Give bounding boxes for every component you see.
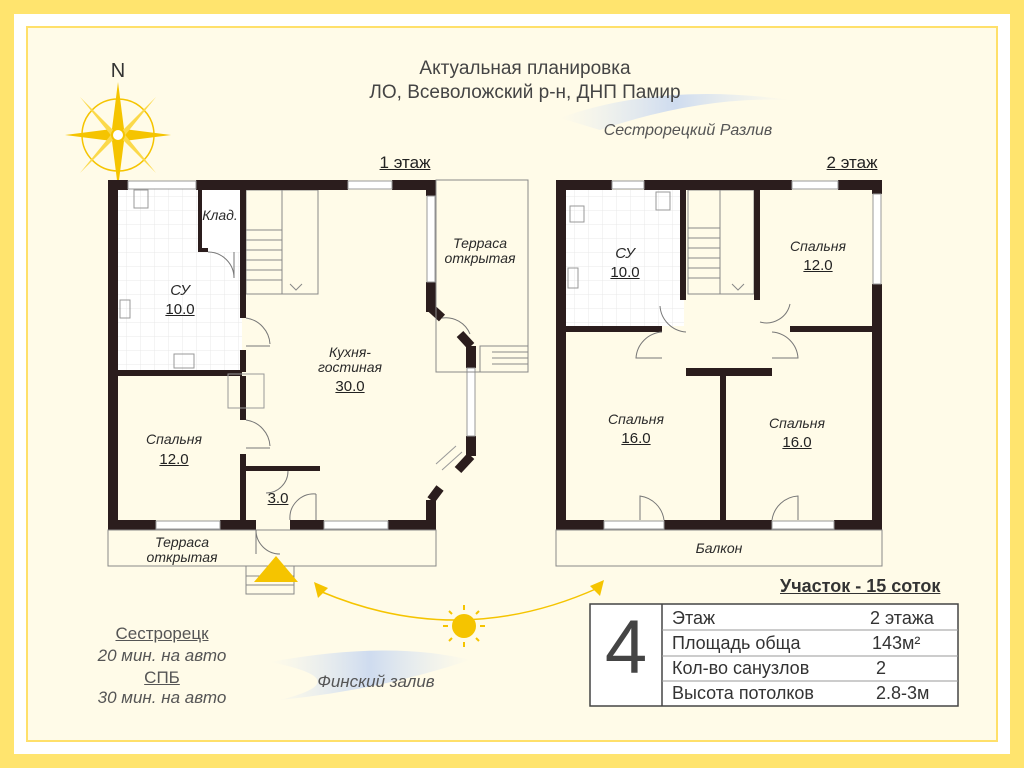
info-bathrooms-label: Кол-во санузлов <box>672 658 810 678</box>
f2-balcony-label: Балкон <box>695 540 743 556</box>
entrance-arrow-icon <box>254 556 298 582</box>
info-area-value: 143м² <box>872 633 921 653</box>
f2-bedroom2-area: 16.0 <box>621 430 651 447</box>
city1-time: 20 мин. на авто <box>97 646 227 665</box>
compass-rose-icon <box>65 82 171 188</box>
f2-bedroom1-label: Спальня <box>790 238 846 254</box>
f1-bedroom-label: Спальня <box>146 431 202 447</box>
f2-su-label: СУ <box>615 245 635 262</box>
plot-size-label: Участок - 15 соток <box>780 576 941 596</box>
floor1-label: 1 этаж <box>379 153 431 172</box>
bay-label: Финский залив <box>317 672 435 691</box>
f1-bedroom-area: 12.0 <box>159 451 189 468</box>
f1-su-area: 10.0 <box>165 301 195 318</box>
city1-label: Сестрорецк <box>115 624 209 643</box>
info-ceiling-value: 2.8-3м <box>876 683 930 703</box>
page-title-line2: ЛО, Всеволожский р-н, ДНП Памир <box>369 82 681 103</box>
city2-time: 30 мин. на авто <box>97 688 227 707</box>
info-bathrooms-value: 2 <box>876 658 887 678</box>
f1-su-label: СУ <box>170 282 190 299</box>
floor2-label: 2 этаж <box>826 153 878 172</box>
info-ceiling-label: Высота потолков <box>672 683 814 703</box>
f2-bedroom3-label: Спальня <box>769 415 825 431</box>
f2-bedroom3-area: 16.0 <box>782 434 812 451</box>
variant-number: 4 <box>604 605 648 690</box>
info-floors-label: Этаж <box>672 608 716 628</box>
f1-terrace-bottom-label2: открытая <box>146 549 218 565</box>
f2-bedroom1-area: 12.0 <box>803 257 833 274</box>
f2-bedroom2-label: Спальня <box>608 411 664 427</box>
f1-kitchen-area: 30.0 <box>335 378 365 395</box>
f2-su-area: 10.0 <box>610 264 640 281</box>
sun-icon <box>443 605 485 647</box>
f1-kitchen-label2: гостиная <box>318 359 382 375</box>
f1-terrace-right-label2: открытая <box>444 250 516 266</box>
page-title-line1: Актуальная планировка <box>419 58 631 79</box>
info-floors-value: 2 этажа <box>870 608 934 628</box>
top-location-label: Сестрорецкий Разлив <box>603 122 773 139</box>
info-area-label: Площадь обща <box>672 633 801 653</box>
f1-terrace-right-label1: Терраса <box>452 235 508 251</box>
north-label: N <box>110 60 126 82</box>
city2-label: СПБ <box>144 668 180 687</box>
f1-kitchen-label1: Кухня- <box>329 344 371 360</box>
f1-storage-label: Клад. <box>202 207 238 223</box>
f1-hall-area: 3.0 <box>267 490 289 507</box>
f1-terrace-bottom-label1: Терраса <box>154 534 210 550</box>
